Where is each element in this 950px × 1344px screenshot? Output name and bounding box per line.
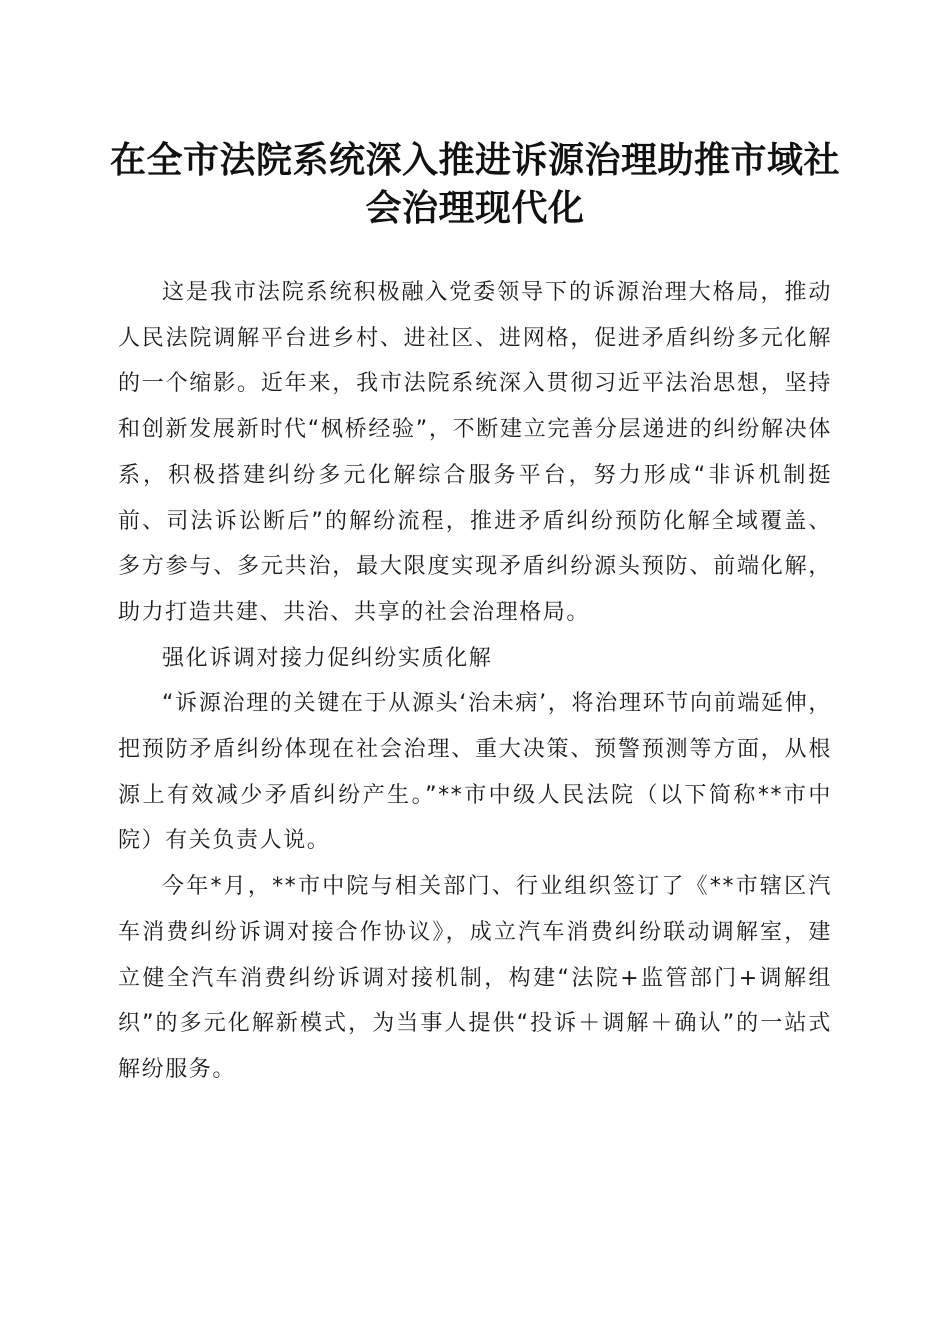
paragraph-quote: “诉源治理的关键在于从源头‘治未病’，将治理环节向前端延伸，把预防矛盾纠纷体现在社会治理、重大决策、预警预测等方面，从根源上有效减少矛盾纠纷产生。”**市中级人民法院（以下简称**市中院）有关负责人说。: [118, 691, 832, 854]
document-title: [110, 136, 840, 232]
paragraph-agreement: 今年*月，**市中院与相关部门、行业组织签订了《**市辖区汽车消费纠纷诉调对接合作协议》，成立汽车消费纠纷联动调解室，建立健全汽车消费纠纷诉调对接机制，构建“法院+监管部门+调解组织”的多元化解新模式，为当事人提供“投诉＋调解＋确认”的一站式解纷服务。: [118, 874, 832, 1082]
paragraph-intro: 这是我市法院系统积极融入党委领导下的诉源治理大格局，推动人民法院调解平台进乡村、进社区、进网格，促进矛盾纠纷多元化解的一个缩影。近年来，我市法院系统深入贯彻习近平法治思想，坚持和创新发展新时代“枫桥经验”，不断建立完善分层递进的纠纷解决体系，积极搭建纠纷多元化解综合服务平台，努力形成“非诉机制挺前、司法诉讼断后”的解纷流程，推进矛盾纠纷预防化解全域覆盖、多方参与、多元共治，最大限度实现矛盾纠纷源头预防、前端化解，助力打造共建、共治、共享的社会治理格局。: [118, 280, 832, 625]
title-line-2: 会治理现代化: [365, 187, 585, 229]
document-body: [118, 270, 832, 1093]
title-line-1: 在全市法院系统深入推进诉源治理助推市域社: [110, 139, 841, 181]
section-heading: 强化诉调对接力促纠纷实质化解: [162, 645, 493, 671]
